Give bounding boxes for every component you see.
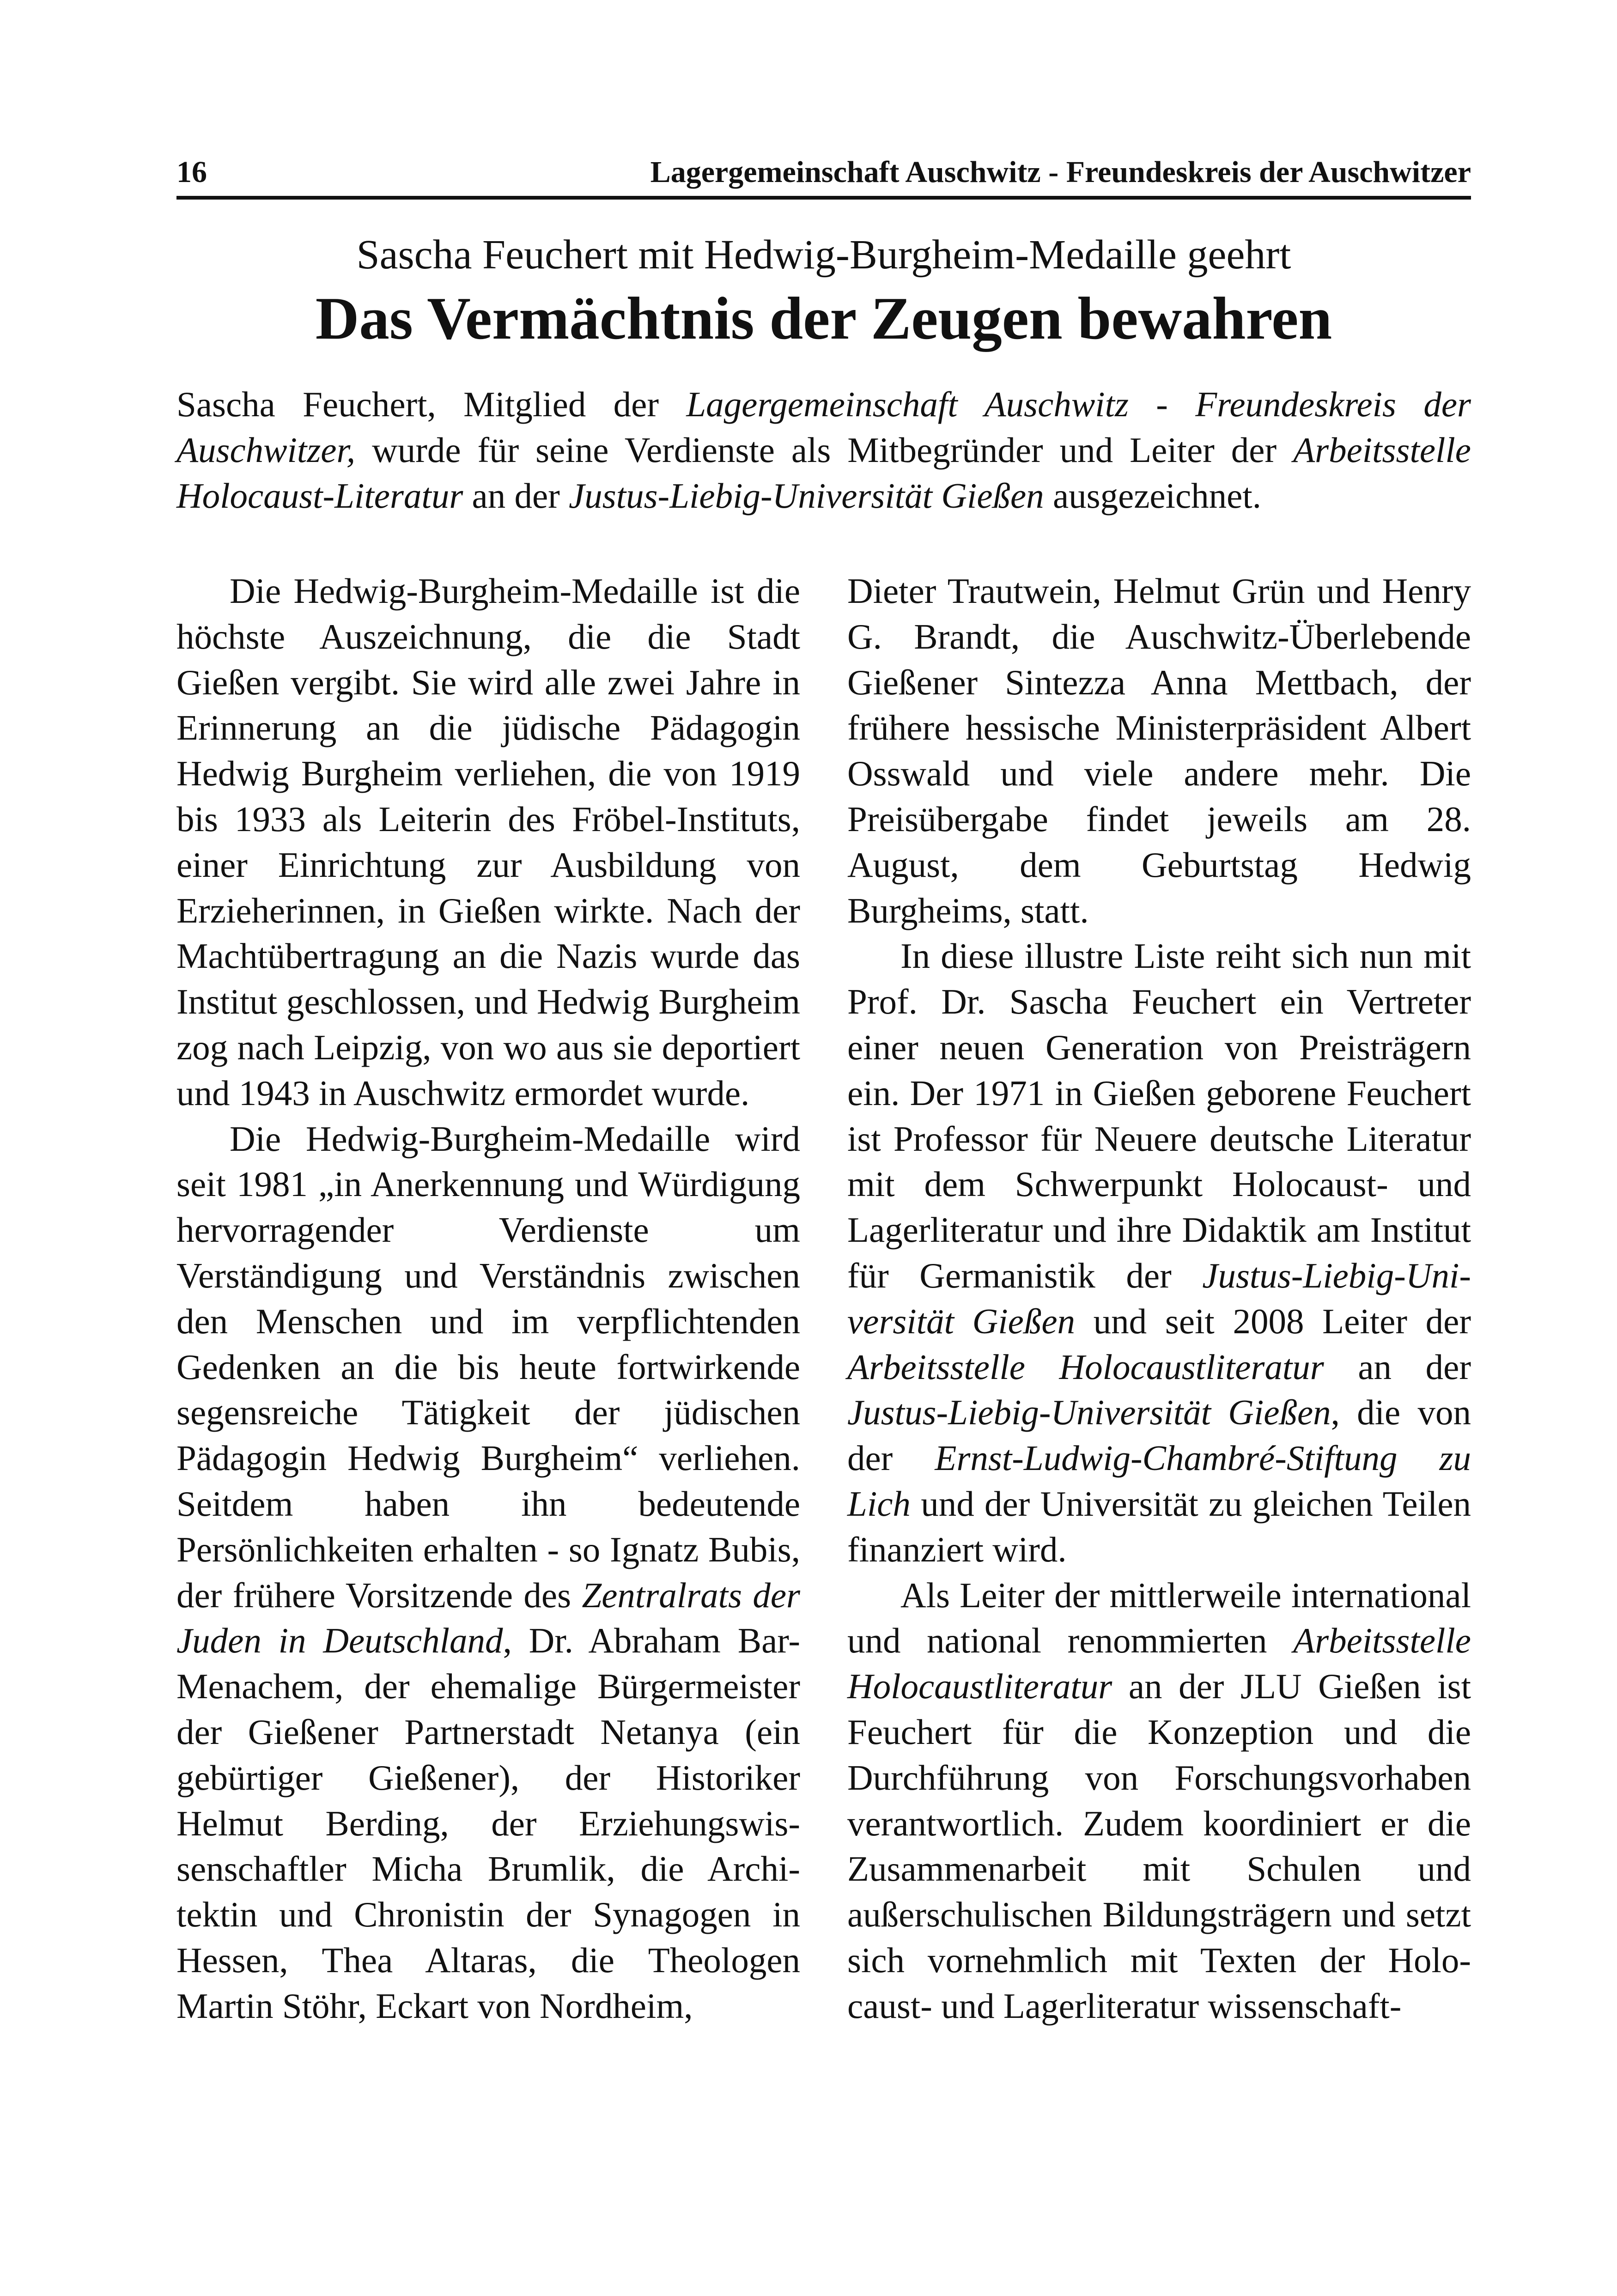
foundation-name: Ernst-Ludwig-Chambré-Stiftung zu Lich [847, 1438, 1471, 1524]
organisation-name: Zentralrats der Juden in Deutschland [176, 1575, 801, 1661]
paragraph-text: an der [1324, 1347, 1471, 1387]
paragraph-text: und seit 2008 Leiter der [1075, 1301, 1471, 1341]
right-column [847, 568, 1471, 2029]
university-name: Justus-Liebig-Universität Gießen [847, 1255, 1471, 1341]
paragraph [176, 1116, 800, 2029]
lead-institute-name: Arbeitsstelle Holocaust-Literatur [176, 430, 1471, 516]
paragraph [847, 1573, 1471, 2029]
lead-text: wurde für seine Verdienste als Mitbegründer und Leiter der [355, 430, 1294, 470]
lead-text: ausgezeichnet. [1044, 475, 1261, 516]
paragraph [847, 933, 1471, 1572]
lead-university-name: Justus-Liebig-Universität Gießen [569, 475, 1044, 516]
paragraph: Die Hedwig-Burgheim-Medaille ist die höchste Auszeichnung, die die Stadt Gießen vergibt. Sie wird alle zwei Jahre in Erinnerung an die jüdische Pädagogin Hedwig Burgheim verliehen, die von 1919 bis 1933 als Leiterin des Fröbel-Instituts, einer Einrichtung zur Ausbildung von Erzieherinnen, in Gießen wirkte. Nach der Machtübertragung an die Nazis wurde das Institut geschlossen, und Hedwig Burgheim zog nach Leipzig, von wo aus sie deportiert und 1943 in Auschwitz ermordet wurde. [176, 571, 800, 1113]
page-number: 16 [176, 155, 207, 189]
lead-text: an der [463, 475, 569, 516]
article-headline: Das Vermächtnis der Zeugen bewahren [315, 285, 1332, 352]
publication-title: Lagergemeinschaft Auschwitz - Freundeskreis der Auschwitzer [650, 155, 1471, 189]
lead-text: Sascha Feuchert, Mitglied der [176, 384, 687, 424]
paragraph-text: , Dr. Abraham Bar-Menachem, der ehemalige Bürgermeister der Gießener Partnerstadt Netanya (ein gebürtiger Gießener), der Historiker Helmut Berding, der Erziehungswissenschaftler Micha Brumlik, die Architektin und Chronistin der Synagogen in Hessen, Thea Altaras, die Theologen Martin Stöhr, Eckart von Nordheim, [176, 1621, 800, 2026]
paragraph-text: an der JLU Gießen ist Feuchert für die Konzeption und die Durchführung von Forschungsvorhaben verantwortlich. Zudem koordiniert er die Zusammenarbeit mit Schulen und außerschulischen Bildungsträgern und setzt sich vornehmlich mit Texten der Holocaust- und Lagerliteratur wissenschaft- [847, 1666, 1471, 2026]
paragraph-text: In diese illustre Liste reiht sich nun mit Prof. Dr. Sascha Feuchert ein Vertreter einer neuen Generation von Preisträgern ein. Der 1971 in Gießen geborene Feuchert ist Professor für Neuere deutsche Literatur mit dem Schwerpunkt Holocaust- und Lagerliteratur und ihre Didaktik am Institut für Germanistik der [847, 936, 1471, 1295]
paragraph-text: , die von der [847, 1392, 1471, 1478]
article-kicker: Sascha Feuchert mit Hedwig-Burgheim-Medaille geehrt [356, 232, 1291, 278]
article-lead [176, 382, 1471, 519]
lead-organisation-name: Lagergemeinschaft Auschwitz - Freundeskreis der Auschwitzer, [176, 384, 1471, 470]
institute-name: Arbeitsstelle Holocaustliteratur [847, 1621, 1471, 1707]
paragraph-text: Die Hedwig-Burgheim-Medaille wird seit 1981 „in Anerkennung und Würdigung hervorragender Verdienste um Verständigung und Verständnis zwischen den Menschen und im verpflichtenden Gedenken an die bis heute fortwirkende segensreiche Tätigkeit der jüdischen Pädagogin Hedwig Burgheim“ verliehen. Seitdem haben ihn bedeutende Persönlichkeiten erhalten - so Ignatz Bubis, der frühere Vorsitzende des [176, 1118, 800, 1615]
paragraph-text: und der Universität zu gleichen Teilen finanziert wird. [847, 1483, 1471, 1569]
university-name: Justus-Liebig-Universität Gießen [847, 1392, 1331, 1433]
page [176, 155, 1471, 2026]
left-column [176, 568, 800, 2029]
institute-name: Arbeitsstelle Holocaustliteratur [847, 1347, 1324, 1387]
article-body [176, 568, 1471, 2029]
running-header [176, 157, 1471, 200]
paragraph-text: Als Leiter der mittlerweile international und national renommierten [847, 1575, 1471, 1661]
paragraph: Dieter Trautwein, Helmut Grün und Henry G. Brandt, die Auschwitz-Überlebende Gießener Sintezza Anna Mettbach, der frühere hessische Ministerpräsident Albert Osswald und viele andere mehr. Die Preisübergabe findet jeweils am 28. August, dem Geburtstag Hedwig Burgheims, statt. [847, 571, 1471, 930]
